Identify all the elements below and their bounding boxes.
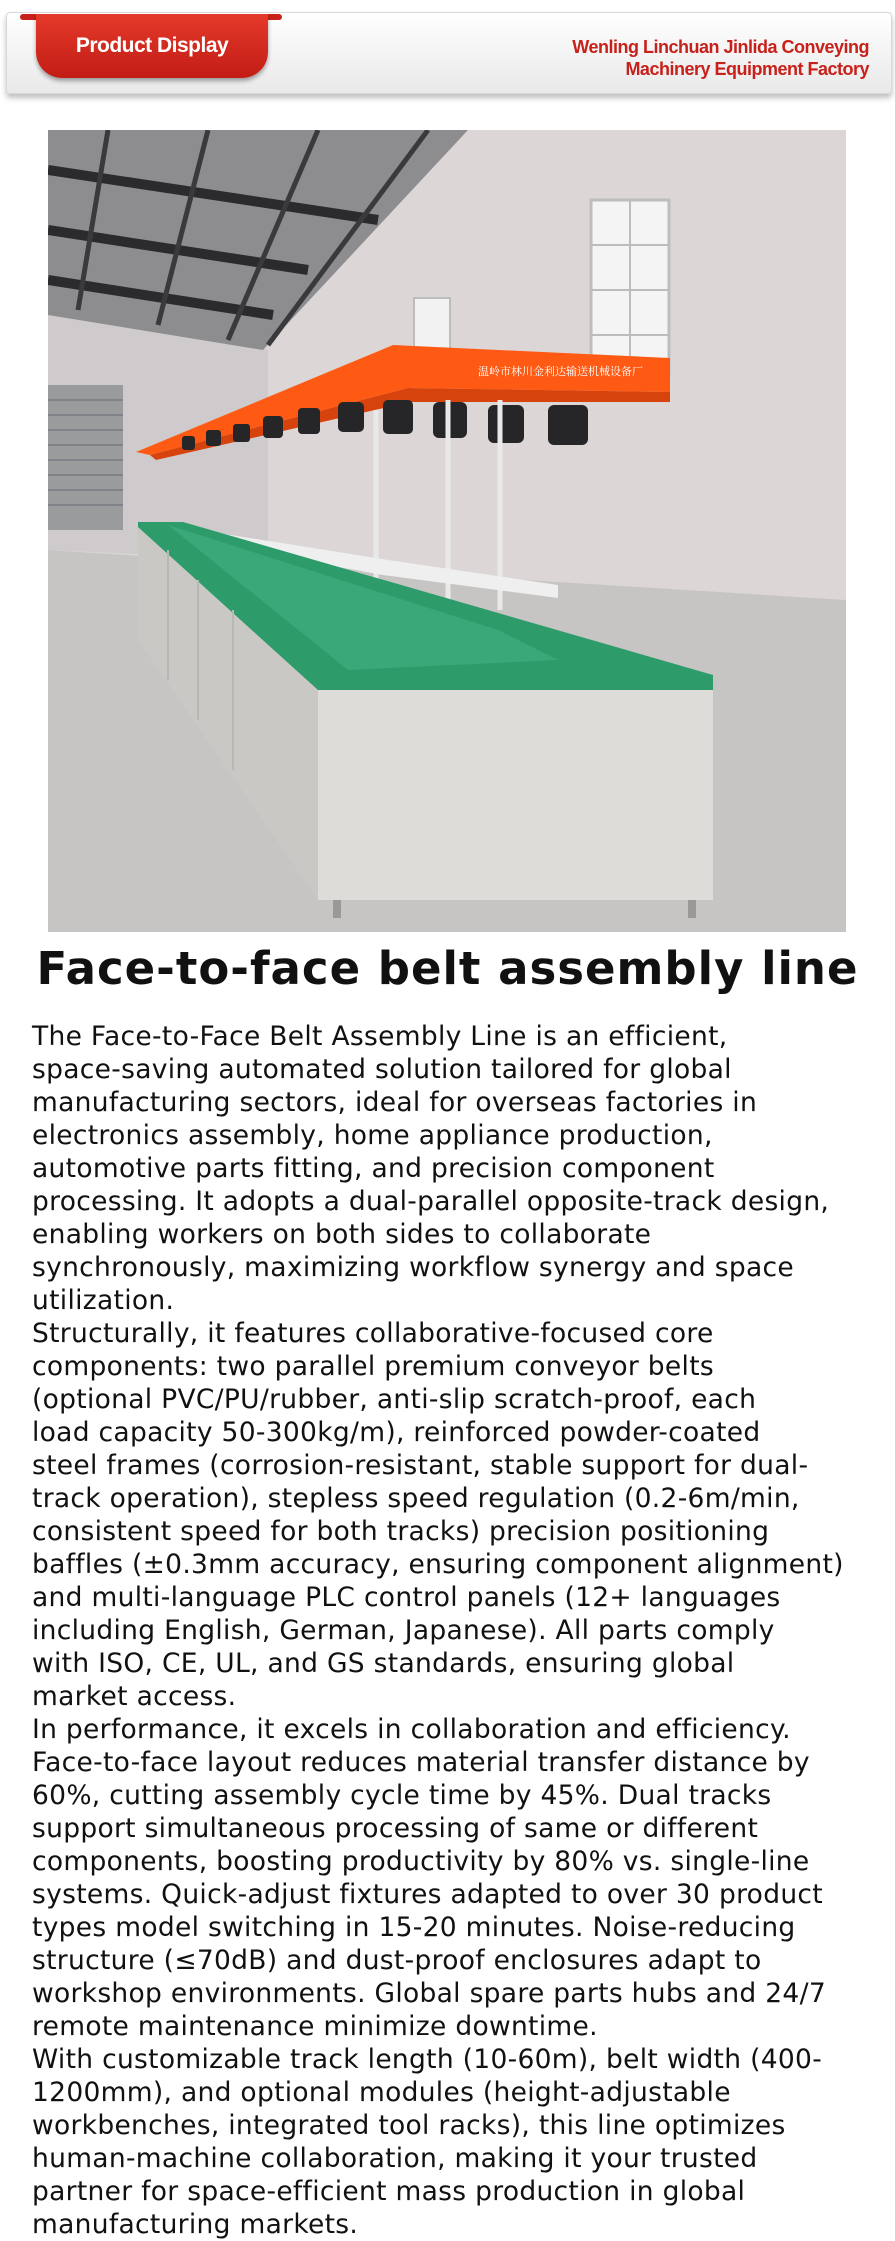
description-line: Structurally, it features collaborative-focused core bbox=[32, 1318, 714, 1349]
description-line: electronics assembly, home appliance production, bbox=[32, 1120, 713, 1151]
description-line: types model switching in 15-20 minutes. Noise-reducing bbox=[32, 1912, 796, 1943]
header-banner bbox=[0, 0, 895, 96]
description-line: utilization. bbox=[32, 1285, 175, 1316]
product-description bbox=[32, 1020, 872, 2241]
product-display-tab bbox=[36, 14, 268, 78]
description-line: automotive parts fitting, and precision component bbox=[32, 1153, 715, 1184]
description-line: load capacity 50-300kg/m), reinforced powder-coated bbox=[32, 1417, 761, 1448]
product-title: Face-to-face belt assembly line bbox=[36, 942, 859, 995]
description-line: including English, German, Japanese). All parts comply bbox=[32, 1615, 775, 1646]
description-line: Face-to-face layout reduces material transfer distance by bbox=[32, 1747, 810, 1778]
description-line: 1200mm), and optional modules (height-adjustable bbox=[32, 2077, 731, 2108]
description-line: steel frames (corrosion-resistant, stable support for dual- bbox=[32, 1450, 809, 1481]
description-line: structure (≤70dB) and dust-proof enclosures adapt to bbox=[32, 1945, 762, 1976]
company-name-line-2: Machinery Equipment Factory bbox=[625, 59, 869, 79]
description-line: With customizable track length (10-60m), belt width (400- bbox=[32, 2044, 823, 2075]
description-line: consistent speed for both tracks) precision positioning bbox=[32, 1516, 770, 1547]
description-line: and multi-language PLC control panels (12+ languages bbox=[32, 1582, 781, 1613]
description-line: processing. It adopts a dual-parallel opposite-track design, bbox=[32, 1186, 830, 1217]
description-line: workbenches, integrated tool racks), this line optimizes bbox=[32, 2110, 786, 2141]
description-line: track operation), stepless speed regulation (0.2-6m/min, bbox=[32, 1483, 800, 1514]
description-line: partner for space-efficient mass production in global bbox=[32, 2176, 746, 2207]
description-line: (optional PVC/PU/rubber, anti-slip scratch-proof, each bbox=[32, 1384, 757, 1415]
description-line: systems. Quick-adjust fixtures adapted to over 30 product bbox=[32, 1879, 823, 1910]
description-line: with ISO, CE, UL, and GS standards, ensuring global bbox=[32, 1648, 735, 1679]
company-name bbox=[572, 36, 869, 80]
description-line: components: two parallel premium conveyor belts bbox=[32, 1351, 714, 1382]
company-name-line-1: Wenling Linchuan Jinlida Conveying bbox=[572, 37, 869, 57]
description-line: workshop environments. Global spare parts hubs and 24/7 bbox=[32, 1978, 826, 2009]
description-line: The Face-to-Face Belt Assembly Line is an efficient, bbox=[32, 1021, 728, 1052]
description-line: manufacturing sectors, ideal for overseas factories in bbox=[32, 1087, 758, 1118]
description-line: support simultaneous processing of same or different bbox=[32, 1813, 759, 1844]
description-line: market access. bbox=[32, 1681, 237, 1712]
description-line: manufacturing markets. bbox=[32, 2209, 359, 2240]
description-line: human-machine collaboration, making it your trusted bbox=[32, 2143, 758, 2174]
description-line: In performance, it excels in collaboration and efficiency. bbox=[32, 1714, 791, 1745]
description-line: space-saving automated solution tailored for global bbox=[32, 1054, 732, 1085]
product-display-label: Product Display bbox=[75, 34, 229, 57]
product-photo bbox=[48, 130, 846, 932]
description-line: enabling workers on both sides to collaborate bbox=[32, 1219, 652, 1250]
description-line: synchronously, maximizing workflow synergy and space bbox=[32, 1252, 794, 1283]
description-line: baffles (±0.3mm accuracy, ensuring component alignment) bbox=[32, 1549, 844, 1580]
sign-text: 温岭市林川金利达输送机械设备厂 bbox=[478, 365, 643, 378]
description-line: 60%, cutting assembly cycle time by 45%. Dual tracks bbox=[32, 1780, 772, 1811]
description-line: components, boosting productivity by 80% vs. single-line bbox=[32, 1846, 810, 1877]
description-line: remote maintenance minimize downtime. bbox=[32, 2011, 598, 2042]
